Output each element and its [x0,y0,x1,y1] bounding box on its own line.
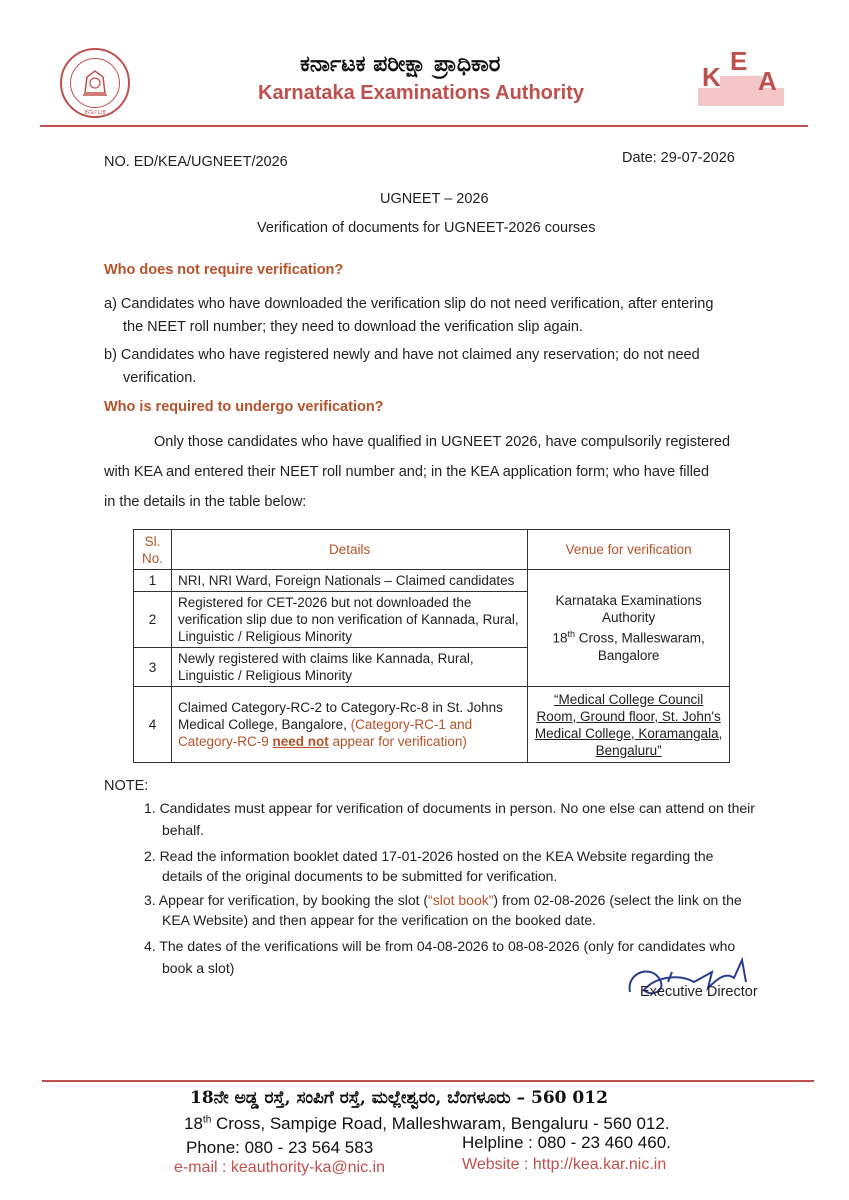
note2-line1: 2. Read the information booklet dated 17-01-2026 hosted on the KEA Website regarding the [144,848,714,864]
table-row [134,687,730,763]
point-b-line1: b) Candidates who have registered newly and have not claimed any reservation; do not need [104,347,700,363]
question-requires-verification: Who is required to undergo verification? [104,399,384,415]
question-no-verification: Who does not require verification? [104,262,344,278]
heading-verification: Verification of documents for UGNEET-2026 courses [257,220,596,236]
note2-line2: details of the original documents to be submitted for verification. [162,868,558,884]
point-a-line2: the NEET roll number; they need to download the verification slip again. [123,319,583,335]
row4-details: Claimed Category-RC-2 to Category-Rc-8 in St. Johns Medical College, Bangalore, (Category-RC-1 and Category-RC-9 need not appear for verification) [171,687,527,763]
footer-divider [42,1080,814,1082]
logo-letter-k: K [702,62,721,92]
note3-line2: KEA Website) and then appear for the verification on the booked date. [162,912,597,928]
header-details: Details [171,530,527,570]
footer-email[interactable]: e-mail : keauthority-ka@nic.in [174,1159,385,1176]
row1-sl: 1 [134,570,172,592]
emblem-icon [71,59,119,107]
note-label: NOTE: [104,778,149,794]
header-title-kannada: ಕರ್ನಾಟಕ ಪರೀಕ್ಷಾ ಪ್ರಾಧಿಕಾರ [300,52,501,77]
paragraph-line2: with KEA and entered their NEET roll number and; in the KEA application form; who have filled [104,464,710,480]
row1-details: NRI, NRI Ward, Foreign Nationals – Claimed candidates [171,570,527,592]
row3-details: Newly registered with claims like Kannada, Rural, Linguistic / Religious Minority [171,648,527,687]
paragraph-line3: in the details in the table below: [104,494,307,510]
logo-letter-a: A [758,66,777,96]
kea-logo [698,48,784,108]
verification-table [133,529,730,763]
header-title-english: Karnataka Examinations Authority [258,82,585,104]
footer-address-english: 18th Cross, Sampige Road, Malleshwaram, Bengaluru - 560 012. [184,1114,670,1133]
table-row [134,570,730,592]
venue-kea: Karnataka Examinations Authority 18th Cross, Malleswaram, Bangalore [528,570,730,687]
footer-website[interactable]: Website : http://kea.kar.nic.in [462,1156,667,1173]
signatory-title: Executive Director [640,984,758,1000]
note4-line1: 4. The dates of the verifications will be from 04-08-2026 to 08-08-2026 (only for candidates who [144,938,736,954]
row3-sl: 3 [134,648,172,687]
row4-sl: 4 [134,687,172,763]
venue-st-johns: “Medical College Council Room, Ground floor, St. John's Medical College, Koramangala, Bengaluru” [528,687,730,763]
kea-seal [60,48,130,118]
note1-line1: 1. Candidates must appear for verification of documents in person. No one else can attend on their [144,800,755,816]
document-date: Date: 29-07-2026 [622,150,735,166]
seal-emblem [70,58,120,108]
header-sl-no: Sl. No. [134,530,172,570]
logo-letter-e: E [730,48,748,76]
row2-details: Registered for CET-2026 but not downloaded the verification slip due to non verification of Kannada, Rural, Linguistic / Religious Minority [171,592,527,648]
reference-number: NO. ED/KEA/UGNEET/2026 [104,154,288,170]
footer-phone: Phone: 080 - 23 564 583 [186,1138,374,1157]
header-venue: Venue for verification [528,530,730,570]
note1-line2: behalf. [162,822,205,838]
header-divider [40,125,808,127]
paragraph-line1: Only those candidates who have qualified in UGNEET 2026, have compulsorily registered [154,434,731,450]
note3-line1: 3. Appear for verification, by booking the slot (“slot book”) from 02-08-2026 (select the link on the [144,892,742,908]
row2-sl: 2 [134,592,172,648]
seal-label: ಕರ್ನಾಟಕ [84,108,106,116]
point-a-line1: a) Candidates who have downloaded the verification slip do not need verification, after entering [104,296,714,312]
note4-line2: book a slot) [162,960,235,976]
footer-helpline: Helpline : 080 - 23 460 460. [462,1133,671,1152]
footer-address-kannada: 18ನೇ ಅಡ್ಡ ರಸ್ತೆ, ಸಂಪಿಗೆ ರಸ್ತೆ, ಮಲ್ಲೇಶ್ವರಂ, ಬೆಂಗಳೂರು – 560 012 [190,1088,608,1108]
point-b-line2: verification. [123,370,197,386]
heading-ugneet: UGNEET – 2026 [380,191,489,207]
table-header-row [134,530,730,570]
